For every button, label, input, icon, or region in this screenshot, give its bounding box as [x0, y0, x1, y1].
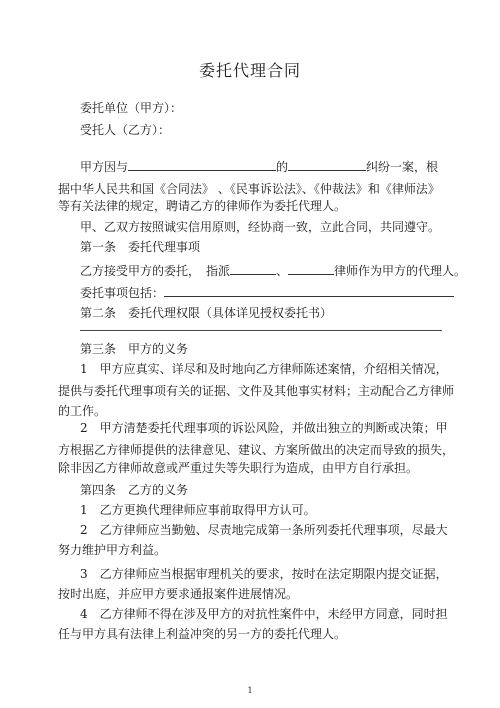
agreement-line: 甲、乙双方按照诚实信用原则，经协商一致，立此合同，共同遵守。 [80, 220, 441, 234]
intro-text-b: 的 [276, 160, 289, 174]
article-4-item-2-line-1: 2 乙方律师应当勤勉、尽责地完成第一条所列委托代理事项，尽最大 [80, 523, 448, 537]
article-2-heading: 第二条 委托代理权限（具体详见授权委托书） [80, 306, 333, 320]
page-number: 1 [247, 686, 253, 695]
entrusted-matters-blank [164, 284, 454, 297]
client-line: 委托单位（甲方）： [80, 101, 183, 115]
entrusted-matters-label: 委托事项包括： [80, 286, 165, 300]
intro-line-2: 据中华人民共和国《合同法》 、《民事诉讼法》、《仲裁法》和《律师法》 [58, 182, 440, 196]
article-4-item-3-line-1: 3 乙方律师应当根据审理机关的要求，按时在法定期限内提交证据， [80, 567, 448, 581]
lawyer-1-blank [230, 262, 276, 275]
article-4-item-4-line-1: 4 乙方律师不得在涉及甲方的对抗性案件中，未经甲方同意，同时担 [80, 607, 448, 621]
lawyer-2-blank [288, 262, 334, 275]
intro-line-3: 等有关法律的规定，聘请乙方的律师作为委托代理人。 [58, 199, 347, 213]
article-3-item-1-line-3: 的工作。 [58, 404, 107, 418]
article-3-heading: 第三条 甲方的义务 [80, 342, 189, 356]
opponent-blank [128, 158, 276, 171]
article-4-heading: 第四条 乙方的义务 [80, 483, 189, 497]
article-1-text-b: 、 [276, 264, 289, 278]
article-1-line-2 [80, 284, 454, 300]
article-3-item-1-line-2: 提供与委托代理事项有关的证据、文件及其他事实材料；主动配合乙方律师 [58, 384, 455, 398]
article-1-text-a: 乙方接受甲方的委托， 指派 [80, 264, 231, 278]
article-3-item-2-line-2: 方根据乙方律师提供的法律意见、建议、方案所做出的决定而导致的损失， [58, 443, 455, 457]
dispute-blank [288, 158, 366, 171]
article-3-item-1-line-1: 1 甲方应真实、详尽和及时地向乙方律师陈述案情，介绍相关情况， [80, 362, 448, 376]
article-4-item-3-line-2: 按时出庭，并应甲方要求通报案件进展情况。 [58, 587, 299, 601]
intro-text-c: 纠纷一案，根 [366, 160, 439, 174]
agent-line: 受托人（乙方）： [80, 123, 171, 137]
article-4-item-2-line-2: 努力维护甲方利益。 [58, 543, 167, 557]
article-2-rule [80, 330, 442, 331]
article-1-heading: 第一条 委托代理事项 [80, 240, 201, 254]
article-3-item-2-line-1: 2 甲方清楚委托代理事项的诉讼风险，并做出独立的判断或决策；甲 [80, 421, 448, 435]
article-4-item-1: 1 乙方更换代理律师应事前取得甲方认可。 [80, 503, 316, 517]
article-3-item-2-line-3: 除非因乙方律师故意或严重过失等失职行为造成，由甲方自行承担。 [58, 461, 419, 475]
article-1-text-c: 律师作为甲方的代理人。 [334, 264, 467, 278]
article-1-line-1 [80, 262, 466, 278]
intro-text-a: 甲方因与 [80, 160, 129, 174]
intro-line-1 [80, 158, 438, 174]
document-title: 委托代理合同 [198, 61, 301, 80]
article-4-item-4-line-2: 任与甲方具有法律上利益冲突的另一方的委托代理人。 [58, 627, 347, 641]
